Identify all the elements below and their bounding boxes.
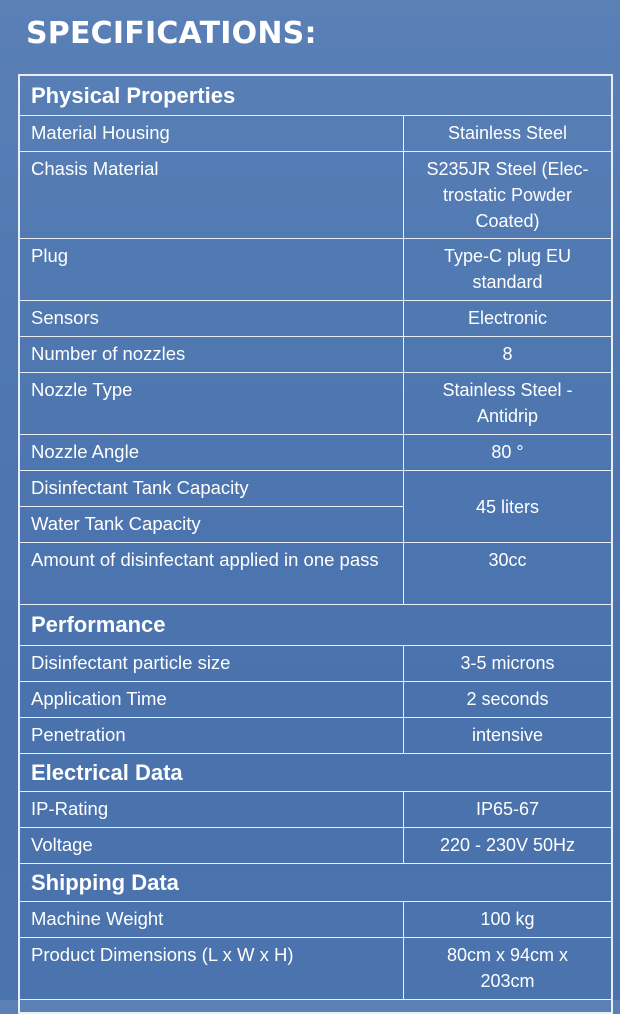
spec-label: Disinfectant particle size bbox=[20, 646, 403, 682]
spec-row-particle-size bbox=[20, 646, 611, 682]
page-title: SPECIFICATIONS: bbox=[26, 16, 317, 51]
spec-value: S235JR Steel (Elec-trostatic Powder Coated) bbox=[403, 152, 611, 239]
spec-value: Electronic bbox=[403, 301, 611, 337]
spec-row-nozzle-type bbox=[20, 373, 611, 435]
spec-label: Nozzle Angle bbox=[20, 435, 403, 471]
spec-row-penetration bbox=[20, 718, 611, 754]
spec-value: 2 seconds bbox=[403, 682, 611, 718]
section-performance: Performance bbox=[20, 605, 611, 646]
spec-value: Stainless Steel bbox=[403, 116, 611, 152]
spec-value: 100 kg bbox=[403, 902, 611, 938]
spec-row-ip-rating bbox=[20, 792, 611, 828]
spec-label-water-tank: Water Tank Capacity bbox=[20, 507, 403, 543]
spec-row-voltage bbox=[20, 828, 611, 864]
spec-value: 8 bbox=[403, 337, 611, 373]
spec-value: 80 ° bbox=[403, 435, 611, 471]
spec-value: Stainless Steel - Antidrip bbox=[403, 373, 611, 435]
spec-label: Sensors bbox=[20, 301, 403, 337]
spec-row-nozzle-angle bbox=[20, 435, 611, 471]
spec-row-machine-weight bbox=[20, 902, 611, 938]
spec-row-amount-per-pass bbox=[20, 543, 611, 605]
section-shipping-data: Shipping Data bbox=[20, 864, 611, 902]
spec-row-product-dimensions bbox=[20, 938, 611, 1000]
spec-label: Chasis Material bbox=[20, 152, 403, 239]
spec-label: Number of nozzles bbox=[20, 337, 403, 373]
spec-value: 30cc bbox=[403, 543, 611, 605]
section-electrical-data: Electrical Data bbox=[20, 754, 611, 792]
spec-label: Amount of disinfectant applied in one pass bbox=[20, 543, 403, 605]
spec-label: Voltage bbox=[20, 828, 403, 864]
spec-label: Nozzle Type bbox=[20, 373, 403, 435]
spec-value: 3-5 microns bbox=[403, 646, 611, 682]
spec-label: Material Housing bbox=[20, 116, 403, 152]
spec-value: 80cm x 94cm x 203cm bbox=[403, 938, 611, 1000]
spec-value: IP65-67 bbox=[403, 792, 611, 828]
spec-value: 220 - 230V 50Hz bbox=[403, 828, 611, 864]
specifications-table bbox=[18, 74, 613, 1014]
spec-row-tank-capacities bbox=[20, 471, 611, 543]
spec-label: Product Dimensions (L x W x H) bbox=[20, 938, 403, 1000]
spec-row-plug bbox=[20, 239, 611, 301]
spec-label: IP-Rating bbox=[20, 792, 403, 828]
spec-row-number-of-nozzles bbox=[20, 337, 611, 373]
spec-label: Machine Weight bbox=[20, 902, 403, 938]
spec-value-tank-capacity: 45 liters bbox=[403, 471, 611, 543]
spec-row-sensors bbox=[20, 301, 611, 337]
spec-label: Application Time bbox=[20, 682, 403, 718]
section-physical-properties: Physical Properties bbox=[20, 76, 611, 116]
spec-row-material-housing bbox=[20, 116, 611, 152]
spec-label-disinfectant-tank: Disinfectant Tank Capacity bbox=[20, 471, 403, 507]
spec-value: Type-C plug EU standard bbox=[403, 239, 611, 301]
spec-row-chasis-material bbox=[20, 152, 611, 239]
spec-row-application-time bbox=[20, 682, 611, 718]
spec-label: Penetration bbox=[20, 718, 403, 754]
spec-value: intensive bbox=[403, 718, 611, 754]
spec-label: Plug bbox=[20, 239, 403, 301]
